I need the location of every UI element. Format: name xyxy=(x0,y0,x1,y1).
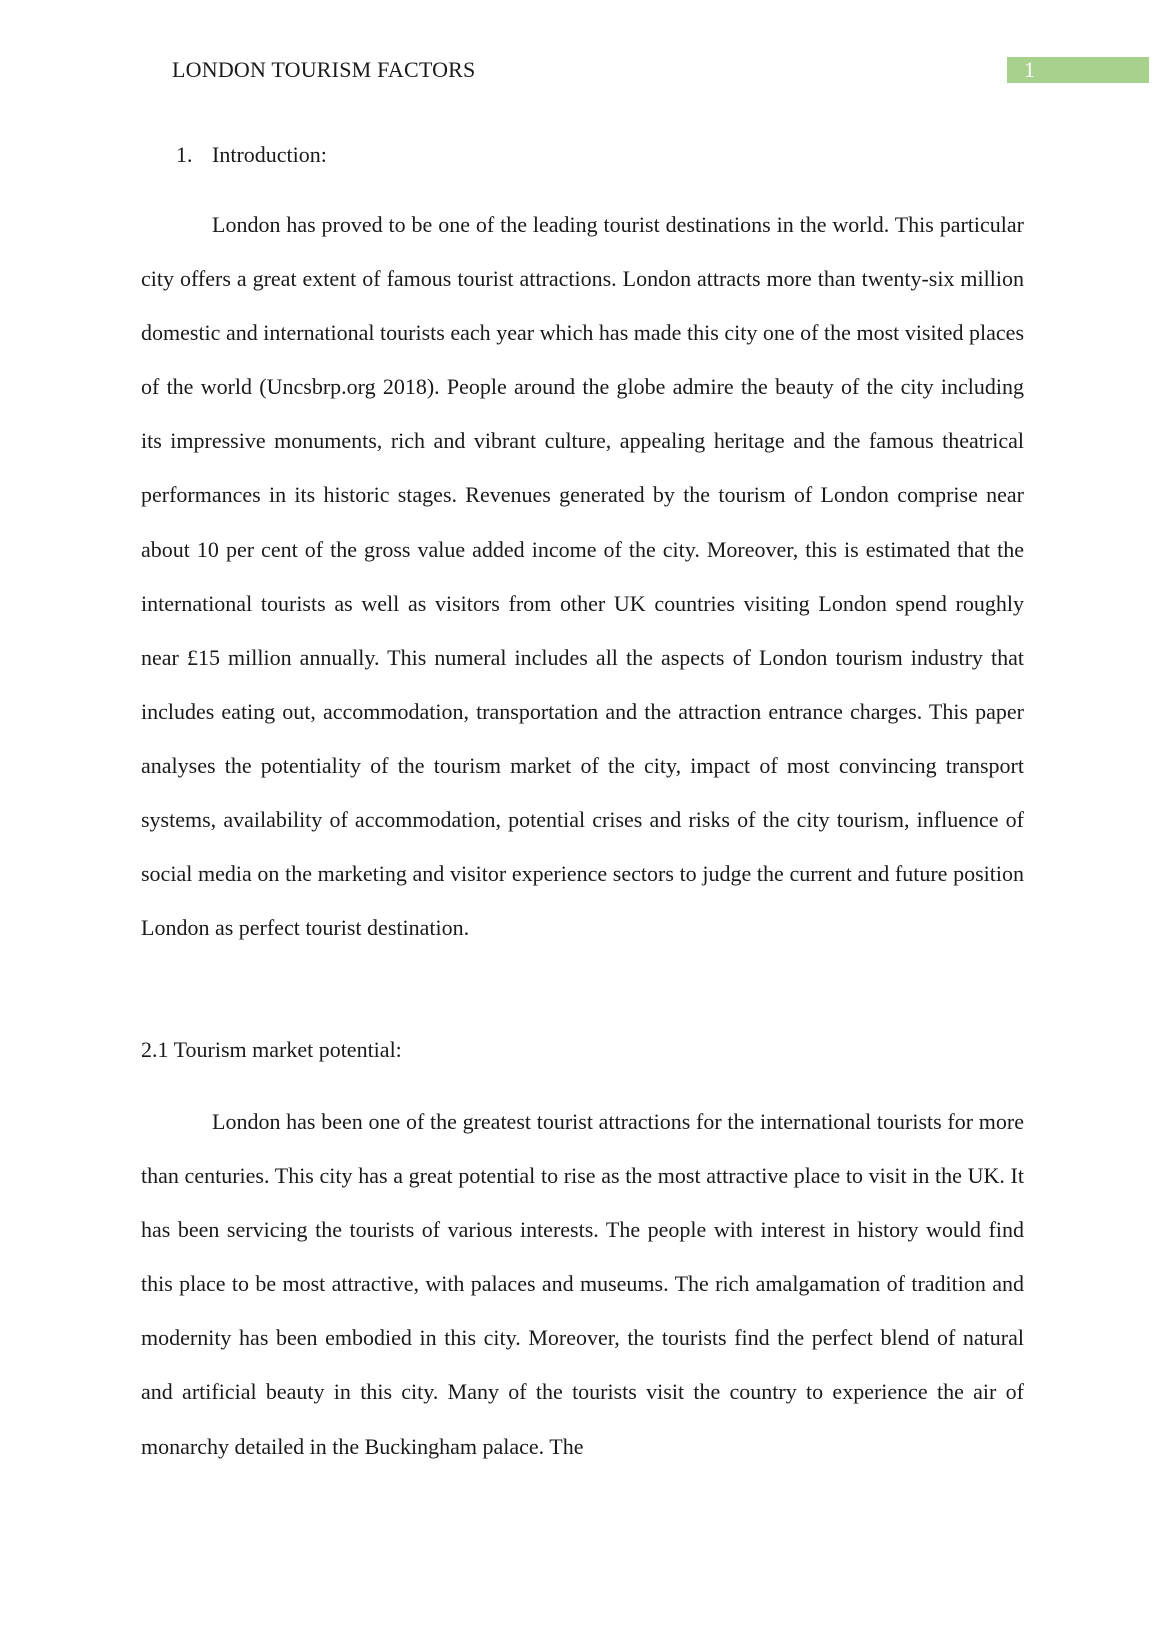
running-head: LONDON TOURISM FACTORS xyxy=(172,57,476,82)
market-potential-heading: 2.1 Tourism market potential: xyxy=(141,1037,402,1062)
intro-paragraph: London has proved to be one of the leading tourist destinations in the world. This particular city offers a great extent of famous tourist attractions. London attracts more than twenty-six million domestic and international tourists each year which has made this city one of the most visited places of the world (Uncsbrp.org 2018). People around the globe admire the beauty of the city including its impressive monuments, rich and vibrant culture, appealing heritage and the famous theatrical performances in its historic stages. Revenues generated by the tourism of London comprise near about 10 per cent of the gross value added income of the city. Moreover, this is estimated that the international tourists as well as visitors from other UK countries visiting London spend roughly near £15 million annually. This numeral includes all the aspects of London tourism industry that includes eating out, accommodation, transportation and the attraction entrance charges. This paper analyses the potentiality of the tourism market of the city, impact of most convincing transport systems, availability of accommodation, potential crises and risks of the city tourism, influence of social media on the marketing and visitor experience sectors to judge the current and future position London as perfect tourist destination. xyxy=(141,212,1024,941)
market-potential-paragraph: London has been one of the greatest tourist attractions for the international tourists for more than centuries. This city has a great potential to rise as the most attractive place to visit in the UK. It has been servicing the tourists of various interests. The people with interest in history would find this place to be most attractive, with palaces and museums. The rich amalgamation of tradition and modernity has been embodied in this city. Moreover, the tourists find the perfect blend of natural and artificial beauty in this city. Many of the tourists visit the country to experience the air of monarchy detailed in the Buckingham palace. The xyxy=(141,1109,1024,1459)
intro-heading-title: Introduction: xyxy=(212,142,327,167)
intro-heading-number: 1. xyxy=(176,142,193,167)
page-number: 1 xyxy=(1024,57,1035,82)
page-number-badge xyxy=(1007,57,1149,83)
intro-heading xyxy=(176,140,327,170)
